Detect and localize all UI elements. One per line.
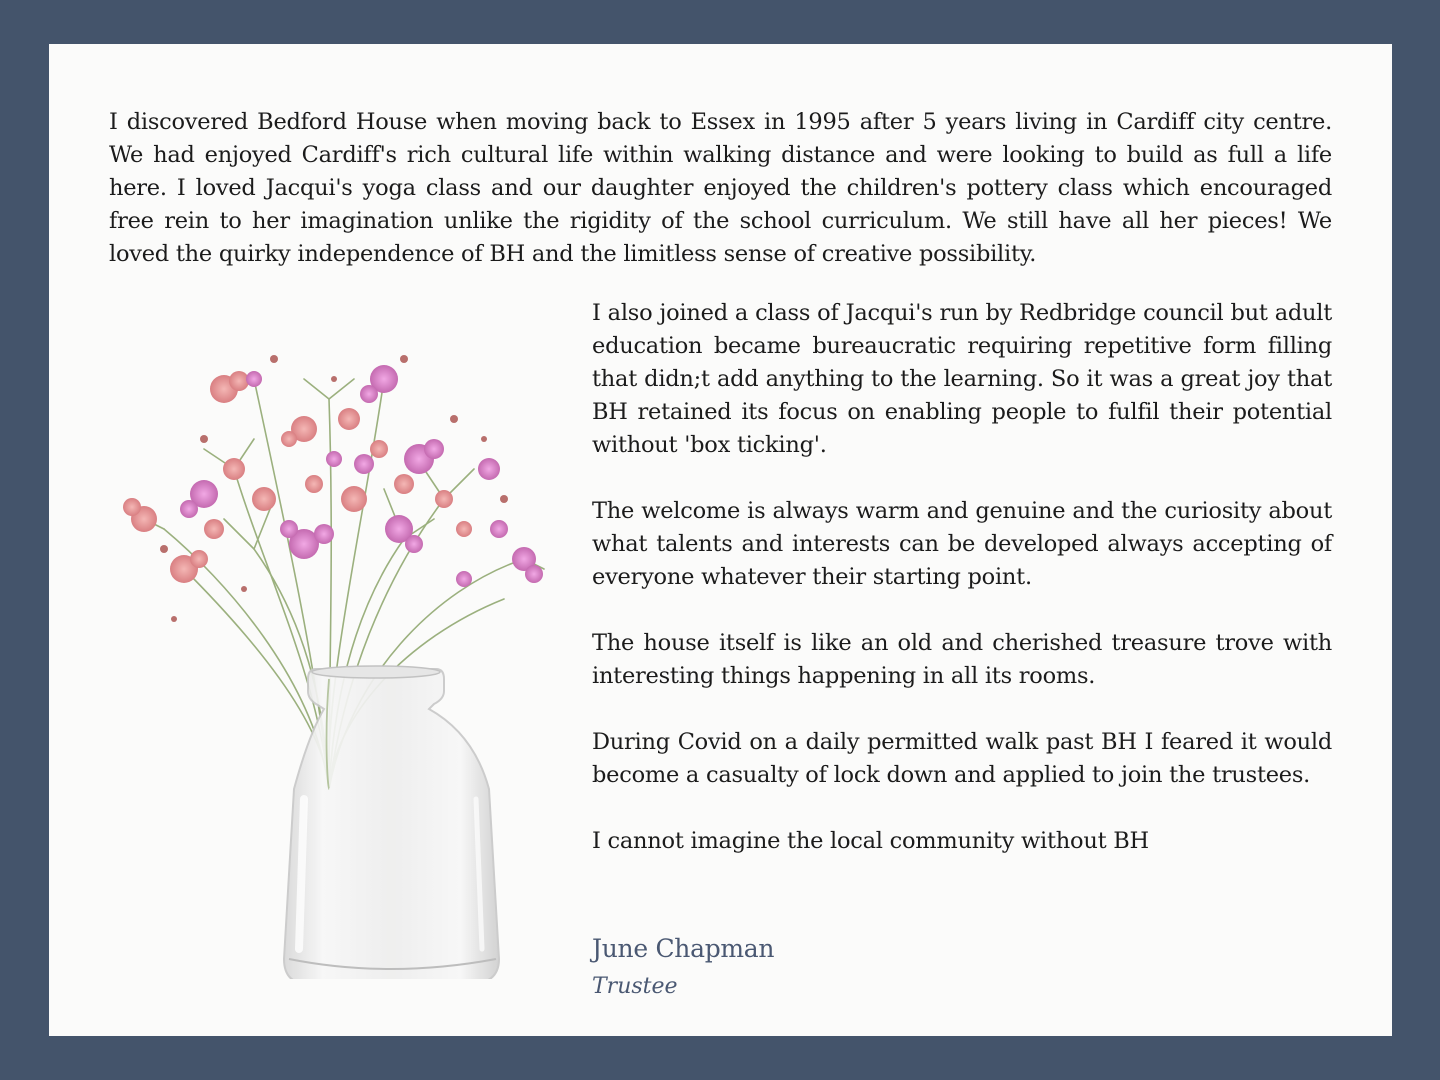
- intro-paragraph: I discovered Bedford House when moving back to Essex in 1995 after 5 years living in Cardiff city centre. We had enjoyed Cardiff's rich cultural life within walking distance and were looking to build as full a life here. I loved Jacqui's yoga class and our daughter enjoyed the children's pottery class which encouraged free rein to her imagination unlike the rigidity of the school curriculum. We still have all her pieces! We loved the quirky independence of BH and the limitless sense of creative possibility.: [109, 109, 1332, 267]
- paragraph-adult-education: I also joined a class of Jacqui's run by Redbridge council but adult education became bureaucratic requiring repetitive form filling that didn;t add anything to the learning. So it was a great joy that BH retained its focus on enabling people to fulfil their potential without 'box ticking'.: [592, 300, 1332, 458]
- flowers-in-glass-vase-icon: [104, 319, 574, 979]
- signature-name: June Chapman: [592, 934, 775, 963]
- paragraph-covid: During Covid on a daily permitted walk past BH I feared it would become a casualty of lock down and applied to join the trustees.: [592, 729, 1332, 788]
- body-column: [592, 297, 1332, 891]
- letter-page: [49, 44, 1392, 1036]
- paragraph-closing: I cannot imagine the local community without BH: [592, 828, 1149, 854]
- paragraph-house: The house itself is like an old and cherished treasure trove with interesting things happening in all its rooms.: [592, 630, 1332, 689]
- signature-role: Trustee: [592, 974, 678, 999]
- paragraph-welcome: The welcome is always warm and genuine and the curiosity about what talents and interests can be developed always accepting of everyone whatever their starting point.: [592, 498, 1332, 590]
